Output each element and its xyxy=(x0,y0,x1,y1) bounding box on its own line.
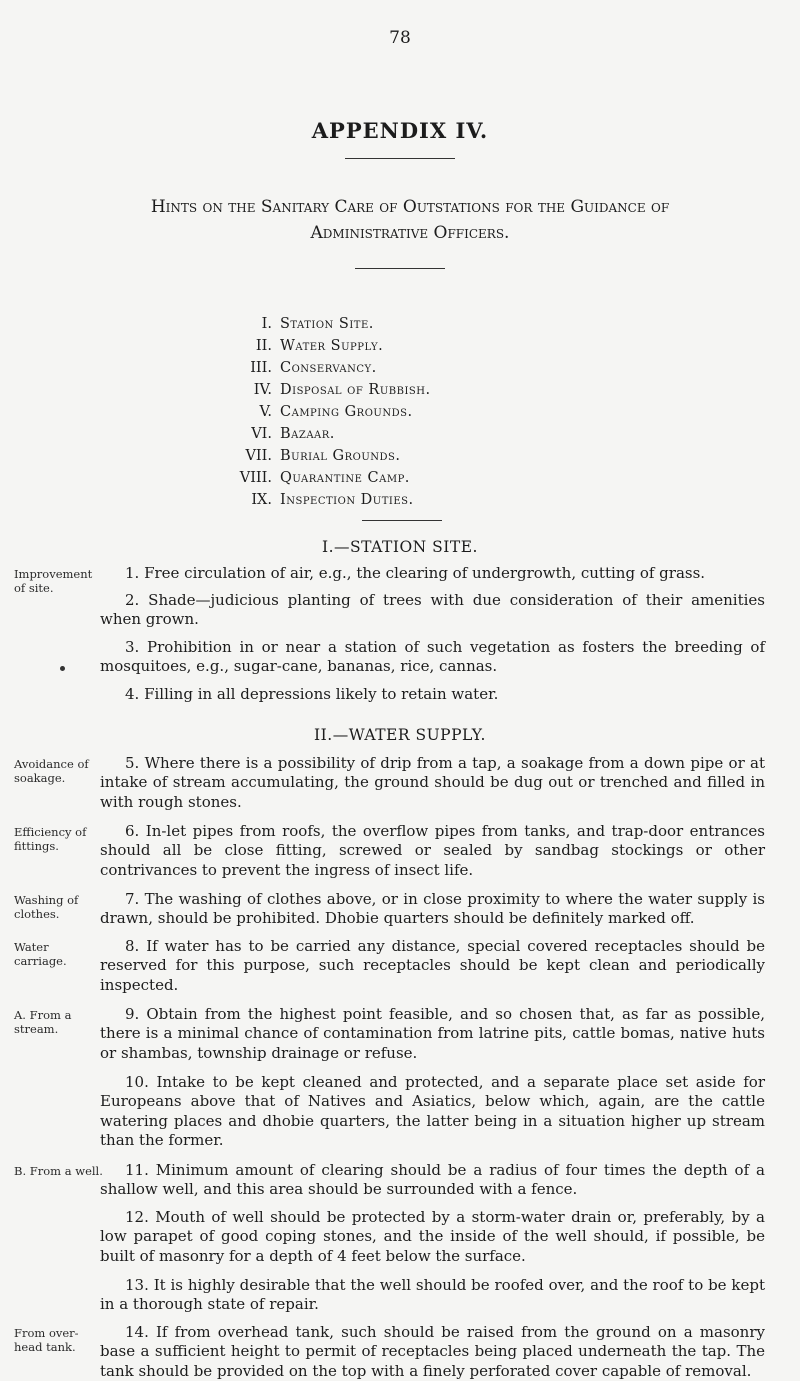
appendix-title: APPENDIX IV. xyxy=(311,118,489,143)
paragraph-text: 14. If from overhead tank, such should be raised from the ground on a masonry base a sufficient height to permit of receptacles being placed underneath the tap. The tank should be provided on the top with a finely perforated cover capable of removal. xyxy=(100,1323,765,1380)
paragraph-text: 9. Obtain from the highest point feasible, and so chosen that, as far as possible, there is a minimal chance of contamination from latrine pits, cattle bomas, native huts or shambas, township drainage or refuse. xyxy=(100,1005,765,1062)
toc-number: I. xyxy=(261,316,272,332)
paragraph-4 xyxy=(100,685,765,704)
toc-number: VII. xyxy=(245,448,272,464)
paragraph-12 xyxy=(100,1208,765,1266)
toc-item xyxy=(0,382,800,404)
paragraph-text: 3. Prohibition in or near a station of such vegetation as fosters the breeding of mosquitoes, e.g., sugar-cane, bananas, rice, cannas. xyxy=(100,638,765,676)
paragraph-3 xyxy=(100,638,765,677)
margin-note-tank: From over-head tank. xyxy=(14,1326,79,1354)
paragraph-text: 2. Shade—judicious planting of trees with due consideration of their amenities when grown. xyxy=(100,591,765,629)
paragraph-9 xyxy=(100,1005,765,1063)
paragraph-10 xyxy=(100,1073,765,1151)
paragraph-13 xyxy=(100,1276,765,1315)
toc-number: III. xyxy=(250,360,272,376)
toc-number: VI. xyxy=(251,426,272,442)
subtitle-rule xyxy=(355,268,445,269)
toc-item xyxy=(0,470,800,492)
paragraph-text: 5. Where there is a possibility of drip from a tap, a soakage from a down pipe or at intake of stream accumulating, the ground should be dug out or trenched and filled in with rough stones. xyxy=(100,754,765,811)
margin-note-efficiency: Efficiency of fittings. xyxy=(14,825,87,853)
toc-label: Disposal of Rubbish. xyxy=(280,382,431,398)
toc-item xyxy=(0,360,800,382)
paragraph-text: 4. Filling in all depressions likely to retain water. xyxy=(125,685,499,703)
toc-item xyxy=(0,426,800,448)
toc-item xyxy=(0,316,800,338)
toc-item xyxy=(0,492,800,514)
paragraph-8 xyxy=(100,937,765,995)
paragraph-text: 6. In-let pipes from roofs, the overflow pipes from tanks, and trap-door entrances should all be close fitting, screwed or sealed by sandbag stockings or other contrivances to prevent the ingress of insect life. xyxy=(100,822,765,879)
toc-item xyxy=(0,338,800,360)
toc-rule xyxy=(362,520,442,521)
paragraph-5 xyxy=(100,754,765,812)
paragraph-text: 7. The washing of clothes above, or in close proximity to where the water supply is drawn, should be prohibited. Dhobie quarters should be definitely marked off. xyxy=(100,890,765,928)
section-heading-water-supply: II.—WATER SUPPLY. xyxy=(314,726,486,744)
margin-note-stream: A. From a stream. xyxy=(14,1008,72,1036)
toc-label: Station Site. xyxy=(280,316,374,332)
paragraph-1 xyxy=(100,564,765,583)
toc-number: IX. xyxy=(251,492,272,508)
toc-number: VIII. xyxy=(239,470,272,486)
toc-label: Inspection Duties. xyxy=(280,492,414,508)
ink-mark xyxy=(60,666,65,671)
margin-note-carriage: Water carriage. xyxy=(14,940,67,968)
margin-note-washing: Washing of clothes. xyxy=(14,893,79,921)
margin-note-well: B. From a well. xyxy=(14,1164,103,1178)
paragraph-text: 1. Free circulation of air, e.g., the clearing of undergrowth, cutting of grass. xyxy=(125,564,706,582)
toc-number: II. xyxy=(255,338,272,354)
toc-number: V. xyxy=(259,404,272,420)
toc-label: Conservancy. xyxy=(280,360,377,376)
toc-label: Quarantine Camp. xyxy=(280,470,410,486)
title-rule xyxy=(345,158,455,159)
paragraph-14 xyxy=(100,1323,765,1381)
toc-number: IV. xyxy=(253,382,272,398)
toc-label: Camping Grounds. xyxy=(280,404,413,420)
paragraph-6 xyxy=(100,822,765,880)
toc-label: Bazaar. xyxy=(280,426,335,442)
toc-item xyxy=(0,448,800,470)
margin-note-improvement: Improvement of site. xyxy=(14,567,93,595)
paragraph-2 xyxy=(100,591,765,630)
paragraph-11 xyxy=(100,1161,765,1200)
paragraph-text: 10. Intake to be kept cleaned and protected, and a separate place set aside for Europeans above that of Natives and Asiatics, below which, again, are the cattle watering places and dhobie quarters, the latter being in a situation higher up stream than the former. xyxy=(100,1073,765,1150)
paragraph-text: 8. If water has to be carried any distance, special covered receptacles should be reserved for this purpose, such receptacles should be kept clean and periodically inspected. xyxy=(100,937,765,994)
paragraph-text: 13. It is highly desirable that the well should be roofed over, and the roof to be kept in a thorough state of repair. xyxy=(100,1276,765,1314)
toc-item xyxy=(0,404,800,426)
paragraph-text: 12. Mouth of well should be protected by a storm-water drain or, preferably, by a low parapet of good coping stones, and the inside of the well should, if possible, be built of masonry for a depth of 4 feet below the surface. xyxy=(100,1208,765,1265)
document-subtitle: Hints on the Sanitary Care of Outstations for the Guidance of Administrative Officers. xyxy=(150,197,670,243)
paragraph-7 xyxy=(100,890,765,929)
margin-note-avoidance: Avoidance of soakage. xyxy=(14,757,89,785)
toc-label: Water Supply. xyxy=(280,338,384,354)
toc-label: Burial Grounds. xyxy=(280,448,401,464)
page-number: 78 xyxy=(389,28,411,48)
section-heading-station-site: I.—STATION SITE. xyxy=(322,538,478,556)
paragraph-text: 11. Minimum amount of clearing should be a radius of four times the depth of a shallow well, and this area should be surrounded with a fence. xyxy=(100,1161,765,1199)
